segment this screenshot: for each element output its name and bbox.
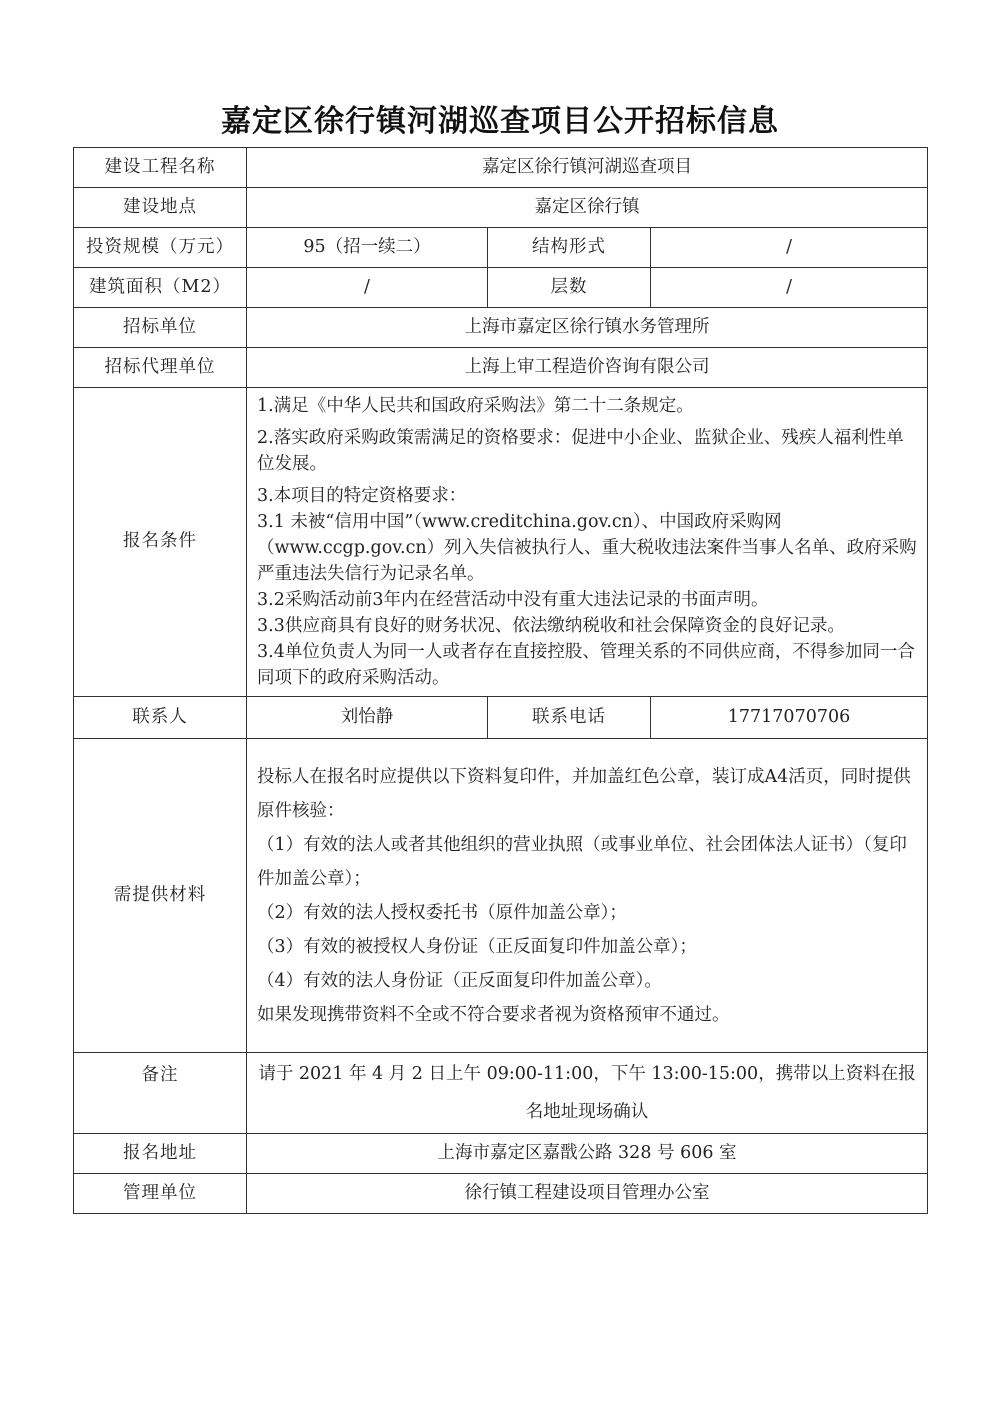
row-agent — [74, 348, 928, 388]
requirement-item: 3.1 未被“信用中国”（www.creditchina.gov.cn）、中国政府采购网（www.ccgp.gov.cn）列入失信被执行人、重大税收违法案件当事人名单、政府采购严重违法失信行为记录名单。 — [257, 512, 917, 584]
location-label: 建设地点 — [74, 188, 247, 228]
row-management — [74, 1174, 928, 1214]
row-requirements — [74, 388, 928, 697]
area-label: 建筑面积（M2） — [74, 268, 247, 308]
row-area — [74, 268, 928, 308]
row-materials — [74, 739, 928, 1053]
requirements-label: 报名条件 — [74, 388, 247, 697]
management-value: 徐行镇工程建设项目管理办公室 — [247, 1174, 928, 1214]
tenderer-label: 招标单位 — [74, 308, 247, 348]
requirement-item: 3.3供应商具有良好的财务状况、依法缴纳税收和社会保障资金的良好记录。 — [257, 616, 845, 636]
agent-value: 上海上审工程造价咨询有限公司 — [247, 348, 928, 388]
row-location — [74, 188, 928, 228]
contact-name: 刘怡静 — [247, 697, 488, 739]
materials-label: 需提供材料 — [74, 739, 247, 1053]
investment-value: 95（招一续二） — [247, 228, 488, 268]
agent-label: 招标代理单位 — [74, 348, 247, 388]
management-label: 管理单位 — [74, 1174, 247, 1214]
row-tenderer — [74, 308, 928, 348]
row-remarks — [74, 1053, 928, 1134]
requirements-content — [247, 388, 928, 697]
tenderer-value: 上海市嘉定区徐行镇水务管理所 — [247, 308, 928, 348]
requirement-item: 1.满足《中华人民共和国政府采购法》第二十二条规定。 — [257, 396, 694, 416]
address-value: 上海市嘉定区嘉戬公路 328 号 606 室 — [247, 1134, 928, 1174]
contact-phone: 17717070706 — [651, 697, 928, 739]
address-label: 报名地址 — [74, 1134, 247, 1174]
remarks-value: 请于 2021 年 4 月 2 日上午 09:00-11:00，下午 13:00-15:00，携带以上资料在报名地址现场确认 — [247, 1053, 928, 1134]
floors-value: / — [651, 268, 928, 308]
floors-label: 层数 — [488, 268, 651, 308]
material-item: （1）有效的法人或者其他组织的营业执照（或事业单位、社会团体法人证书）（复印件加盖公章）； — [257, 834, 907, 889]
page-title: 嘉定区徐行镇河湖巡查项目公开招标信息 — [221, 104, 779, 139]
remarks-label: 备注 — [74, 1053, 247, 1134]
project-name-label: 建设工程名称 — [74, 148, 247, 188]
phone-label: 联系电话 — [488, 697, 651, 739]
location-value: 嘉定区徐行镇 — [247, 188, 928, 228]
contact-label: 联系人 — [74, 697, 247, 739]
requirement-item: 3.2采购活动前3年内在经营活动中没有重大违法记录的书面声明。 — [257, 590, 769, 610]
requirement-item: 2.落实政府采购政策需满足的资格要求：促进中小企业、监狱企业、残疾人福利性单位发展。 — [257, 428, 904, 474]
row-investment — [74, 228, 928, 268]
material-item: （3）有效的被授权人身份证（正反面复印件加盖公章）； — [257, 936, 697, 957]
row-address — [74, 1134, 928, 1174]
material-item: （2）有效的法人授权委托书（原件加盖公章）； — [257, 902, 627, 923]
project-name-value: 嘉定区徐行镇河湖巡查项目 — [247, 148, 928, 188]
row-project-name — [74, 148, 928, 188]
structure-label: 结构形式 — [488, 228, 651, 268]
tender-info-table — [73, 147, 928, 1214]
material-item: 投标人在报名时应提供以下资料复印件，并加盖红色公章，装订成A4活页，同时提供原件核验： — [257, 766, 911, 821]
row-contact — [74, 697, 928, 739]
requirement-item: 3.4单位负责人为同一人或者存在直接控股、管理关系的不同供应商，不得参加同一合同项下的政府采购活动。 — [257, 642, 915, 688]
requirement-item: 3.本项目的特定资格要求： — [257, 486, 467, 506]
area-value: / — [247, 268, 488, 308]
investment-label: 投资规模（万元） — [74, 228, 247, 268]
materials-content — [247, 739, 928, 1053]
material-item: （4）有效的法人身份证（正反面复印件加盖公章）。 — [257, 970, 662, 991]
material-item: 如果发现携带资料不全或不符合要求者视为资格预审不通过。 — [257, 1004, 730, 1025]
structure-value: / — [651, 228, 928, 268]
